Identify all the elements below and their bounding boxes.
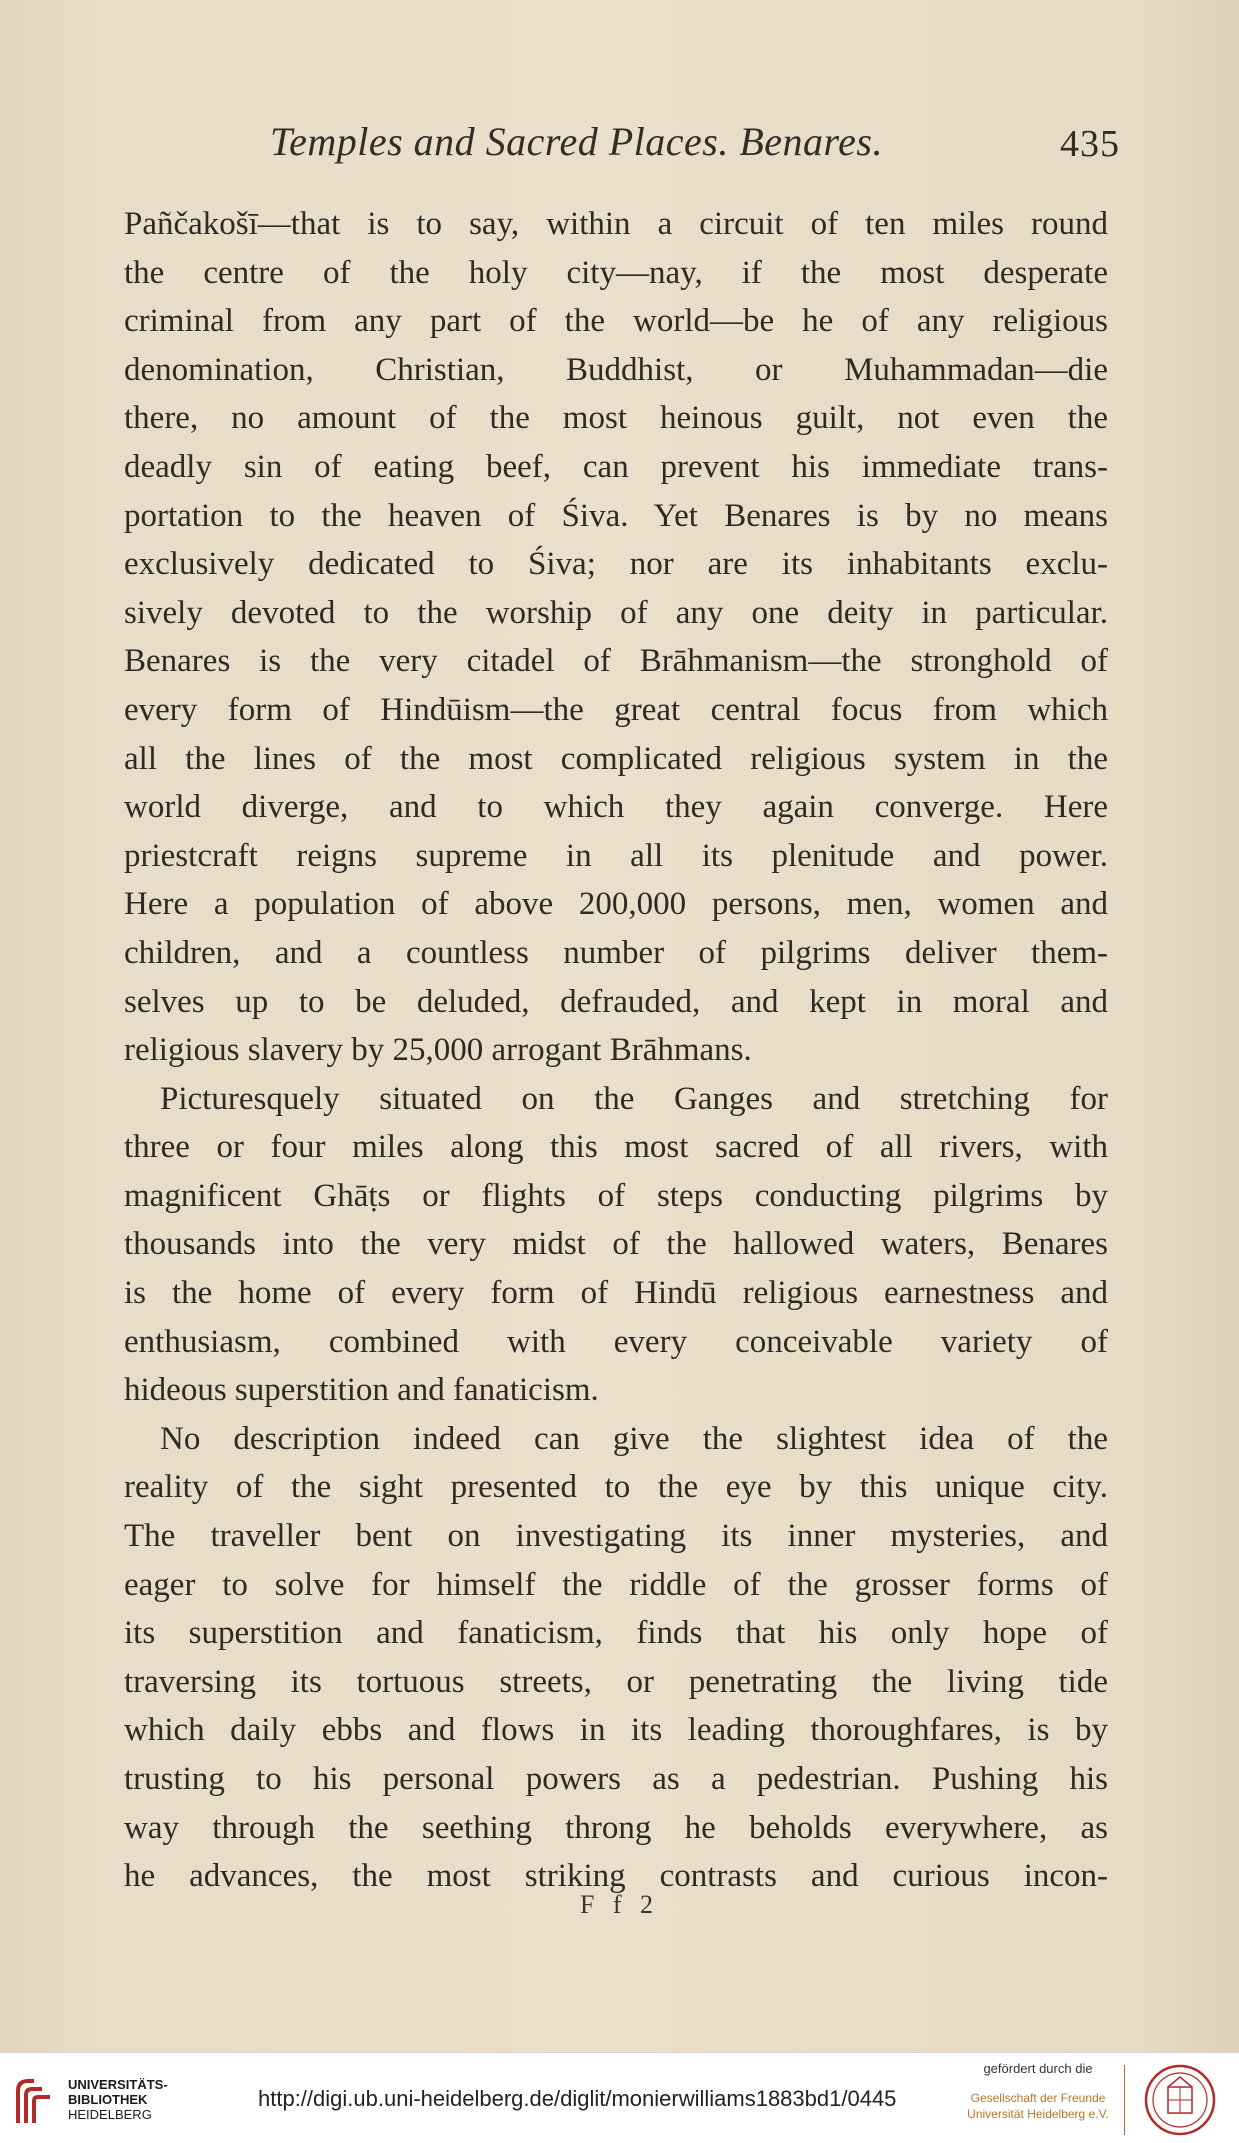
library-name-line3: HEIDELBERG <box>68 2107 152 2122</box>
running-head: Temples and Sacred Places. Benares. <box>270 119 883 164</box>
text-line: children, and a countless number of pilgrims deliver them- <box>124 934 1108 971</box>
text-line: Picturesquely situated on the Ganges and stretching for <box>160 1080 1108 1117</box>
text-line: selves up to be deluded, defrauded, and kept in moral and <box>124 983 1108 1020</box>
text-line: magnificent Ghāṭs or flights of steps conducting pilgrims by <box>124 1177 1108 1214</box>
sponsor-org-line2: Universität Heidelberg e.V. <box>967 2107 1109 2121</box>
text-line: the centre of the holy city—nay, if the most desperate <box>124 254 1108 291</box>
text-line: denomination, Christian, Buddhist, or Muhammadan—die <box>124 351 1108 388</box>
library-name <box>68 2077 168 2122</box>
text-line: religious slavery by 25,000 arrogant Brāhmans. <box>124 1032 752 1069</box>
sponsor-org-line1: Gesellschaft der Freunde <box>970 2091 1106 2105</box>
text-line: deadly sin of eating beef, can prevent his immediate trans- <box>124 448 1108 485</box>
permalink-url[interactable]: http://digi.ub.uni-heidelberg.de/diglit/monierwilliams1883bd1/0445 <box>258 2086 897 2111</box>
text-line: world diverge, and to which they again converge. Here <box>124 789 1108 826</box>
university-seal-icon <box>1138 2063 1222 2137</box>
text-line: eager to solve for himself the riddle of the grosser forms of <box>124 1566 1108 1603</box>
text-line: Here a population of above 200,000 persons, men, women and <box>124 886 1108 923</box>
sponsor-label: gefördert durch die <box>983 2061 1093 2076</box>
text-line: Pañčakošī—that is to say, within a circuit of ten miles round <box>124 206 1108 242</box>
text-line: No description indeed can give the slightest idea of the <box>160 1420 1108 1457</box>
body-text <box>124 200 1108 1901</box>
text-line: there, no amount of the most heinous guilt, not even the <box>124 400 1108 437</box>
text-line: thousands into the very midst of the hallowed waters, Benares <box>124 1226 1108 1263</box>
text-line: portation to the heaven of Śiva. Yet Benares is by no means <box>124 497 1108 534</box>
text-line: sively devoted to the worship of any one deity in particular. <box>124 594 1108 631</box>
library-name-line1: UNIVERSITÄTS- <box>68 2077 168 2092</box>
digitization-footer <box>0 2052 1239 2143</box>
text-line: hideous superstition and fanaticism. <box>124 1372 599 1409</box>
text-line: is the home of every form of Hindū religious earnestness and <box>124 1275 1108 1312</box>
text-line: Benares is the very citadel of Brāhmanism—the stronghold of <box>124 643 1108 680</box>
text-line: three or four miles along this most sacred of all rivers, with <box>124 1129 1108 1166</box>
text-line: trusting to his personal powers as a pedestrian. Pushing his <box>124 1761 1108 1797</box>
text-line: way through the seething throng he beholds everywhere, as <box>124 1809 1108 1846</box>
sponsor-block <box>958 2061 1118 2122</box>
library-name-line2: BIBLIOTHEK <box>68 2092 148 2107</box>
library-logo-icon <box>12 2073 60 2129</box>
text-line: enthusiasm, combined with every conceivable variety of <box>124 1323 1108 1360</box>
page-number: 435 <box>1060 123 1120 165</box>
text-line: reality of the sight presented to the eye by this unique city. <box>124 1469 1108 1506</box>
text-line: priestcraft reigns supreme in all its plenitude and power. <box>124 837 1108 874</box>
text-line: he advances, the most striking contrasts and curious incon- <box>124 1858 1108 1895</box>
page-header <box>120 118 1120 178</box>
text-line: all the lines of the most complicated religious system in the <box>124 740 1108 777</box>
text-line: criminal from any part of the world—be he of any religious <box>124 303 1108 340</box>
text-line: which daily ebbs and flows in its leading thoroughfares, is by <box>124 1712 1108 1749</box>
text-line: exclusively dedicated to Śiva; nor are its inhabitants exclu- <box>124 546 1108 583</box>
text-line: every form of Hindūism—the great central focus from which <box>124 691 1108 728</box>
signature-mark: F f 2 <box>579 1890 660 1919</box>
text-line: its superstition and fanaticism, finds that his only hope of <box>124 1615 1108 1652</box>
footer-divider <box>1124 2065 1125 2135</box>
text-line: traversing its tortuous streets, or penetrating the living tide <box>124 1663 1108 1700</box>
text-line: The traveller bent on investigating its inner mysteries, and <box>124 1518 1108 1555</box>
